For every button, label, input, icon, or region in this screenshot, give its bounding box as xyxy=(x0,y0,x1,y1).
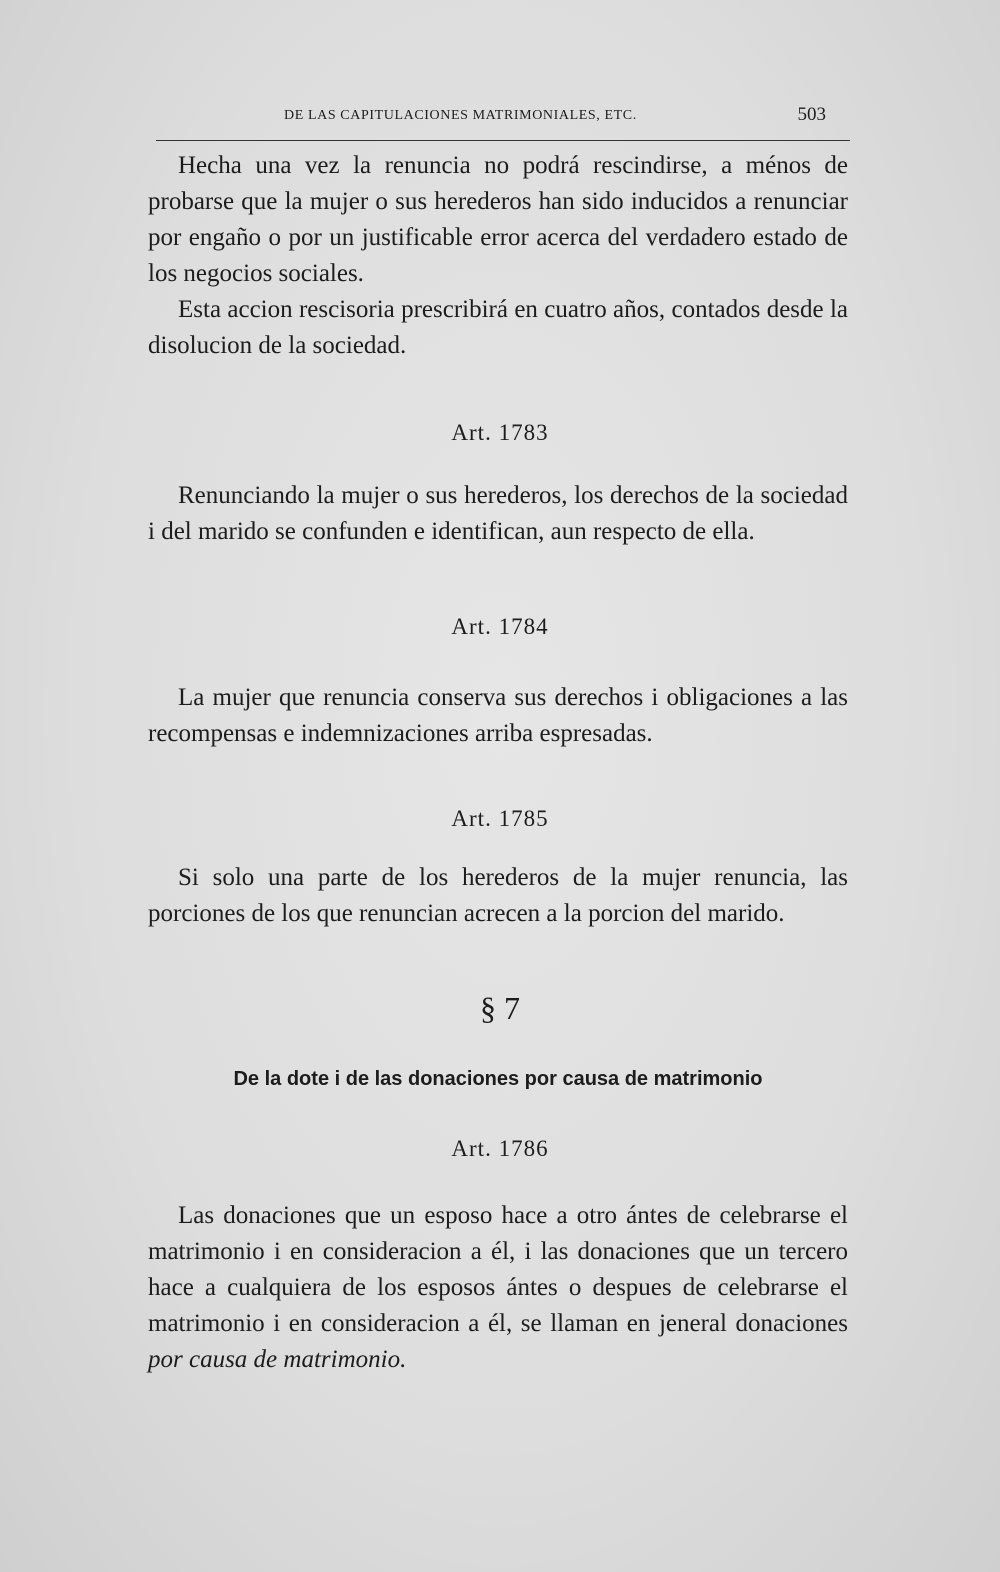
paragraph-article-1784: La mujer que renuncia conserva sus derechos i obligaciones a las recompensas e indemnizaciones arriba espresadas. xyxy=(148,684,848,747)
running-header xyxy=(148,104,850,134)
paragraph-article-1785: Si solo una parte de los herederos de la mujer renuncia, las porciones de los que renuncian acrecen a la porcion del marido. xyxy=(148,864,848,927)
paragraph-renuncia-rescision: Hecha una vez la renuncia no podrá rescindirse, a ménos de probarse que la mujer o sus herederos han sido inducidos a renunciar por engaño o por un justificable error acerca del verdadero estado de los negocios sociales. xyxy=(148,152,848,287)
paragraph-article-1786-text: Las donaciones que un esposo hace a otro ántes de celebrarse el matrimonio i en consideracion a él, i las donaciones que un tercero hace a cualquiera de los esposos ántes o despues de celebrarse el matrimonio i en consideracion a él, se llaman en jeneral donaciones xyxy=(148,1202,848,1337)
paragraph-article-1783: Renunciando la mujer o sus herederos, los derechos de la sociedad i del marido se confunden e identifican, aun respecto de ella. xyxy=(148,482,848,545)
paragraph-accion-rescisoria: Esta accion rescisoria prescribirá en cuatro años, contados desde la disolucion de la sociedad. xyxy=(148,296,848,359)
header-rule xyxy=(156,140,850,141)
article-heading-1784: Art. 1784 xyxy=(451,614,549,639)
article-heading-1783: Art. 1783 xyxy=(451,420,549,445)
paragraph-article-1786 xyxy=(148,1198,848,1378)
paragraph-article-1786-italic-term: por causa de matrimonio. xyxy=(148,1346,407,1373)
section-heading: De la dote i de las donaciones por causa de matrimonio xyxy=(233,1068,763,1090)
running-header-title: DE LAS CAPITULACIONES MATRIMONIALES, ETC. xyxy=(284,108,637,123)
page-number: 503 xyxy=(797,104,826,125)
section-symbol: § 7 xyxy=(480,990,520,1026)
article-heading-1785: Art. 1785 xyxy=(451,806,549,831)
article-heading-1786: Art. 1786 xyxy=(451,1136,549,1161)
